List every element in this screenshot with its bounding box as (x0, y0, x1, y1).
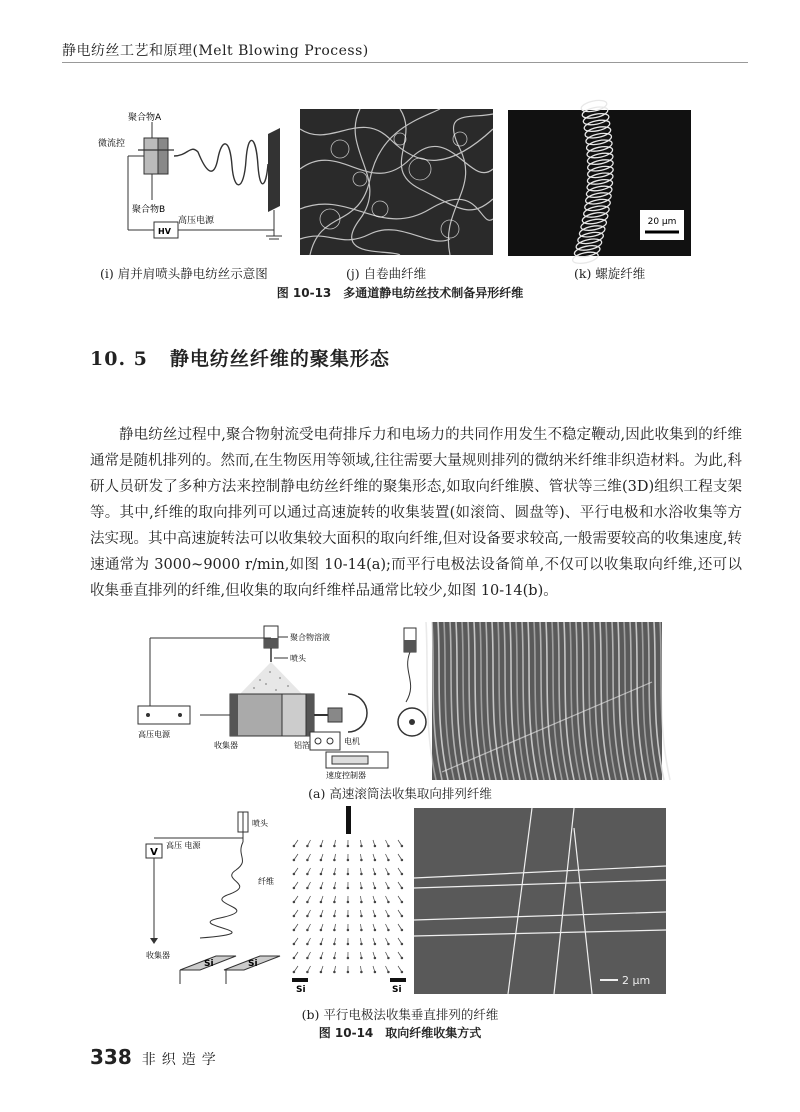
fig13-subcaption-i: (i) 肩并肩喷头静电纺丝示意图 (100, 266, 268, 281)
fig14b-crossed-fibers-image (414, 808, 666, 994)
fig14a-inset (392, 622, 430, 772)
fig13-schematic (98, 108, 288, 258)
label-collector-a: 收集器 (214, 741, 238, 750)
fig14b-schematic (140, 808, 290, 996)
fig14b-field-diagram (290, 806, 408, 996)
section-number: 10. 5 (90, 348, 148, 370)
label-polymer-a: 聚合物A (128, 113, 162, 123)
label-hv: HV (158, 227, 171, 236)
body-text (90, 422, 742, 604)
helix-scale-bar: 20 μm (647, 217, 677, 227)
fig13-helix-image (508, 110, 691, 256)
fig14b-subcaption: (b) 平行电极法收集垂直排列的纤维 (301, 1007, 499, 1022)
label-nozzle-a: 喷头 (290, 654, 306, 663)
label-fiber: 纤维 (258, 877, 274, 886)
fig14a-aligned-fibers-image (432, 622, 662, 780)
label-nozzle-b: 喷头 (252, 819, 268, 828)
fig13-subcaption-j: (j) 自卷曲纤维 (346, 266, 427, 281)
label-collector-b: 收集器 (146, 951, 170, 960)
book-title: 非织造学 (141, 1052, 222, 1068)
section-heading (90, 344, 390, 371)
paragraph: 静电纺丝过程中,聚合物射流受电荷排斥力和电场力的共同作用发生不稳定鞭动,因此收集到的纤维通常是随机排列的。然而,在生物医用等领域,往往需要大量规则排列的微纳米纤维非织造材料。为此,科研人员研发了多种方法来控制静电纺丝纤维的聚集形态,如取向纤维膜、管状等三维(3D)组织工程支架等。其中,纤维的取向排列可以通过高速旋转的收集装置(如滚筒、圆盘等)、平行电极和水浴收集等方法实现。其中高速旋转法可以收集较大面积的取向纤维,但对设备要求较高,一般需要较高的收集速度,转速通常为 3000~9000 r/min,如图 10-14(a);而平行电极法设备简单,不仅可以收集取向纤维,还可以收集垂直排列的纤维,但收集的取向纤维样品通常比较少,如图 10-14(b)。 (90, 427, 742, 599)
label-hv-supply-b: 高压 电源 (166, 841, 201, 850)
label-si-right-field: Si (392, 985, 402, 995)
label-speed-controller: 速度控制器 (326, 771, 366, 780)
running-head: 静电纺丝工艺和原理(Melt Blowing Process) (62, 43, 369, 59)
fig14-caption: 图 10-14 取向纤维收集方式 (318, 1026, 482, 1040)
page-footer (90, 1045, 222, 1069)
fig14a-subcaption: (a) 高速滚筒法收集取向排列纤维 (308, 786, 492, 801)
label-foil: 铝箔 (294, 741, 310, 750)
label-polymer-solution: 聚合物溶液 (290, 633, 330, 642)
fig13-subcaption-k: (k) 螺旋纤维 (574, 266, 646, 281)
label-v: V (150, 847, 158, 858)
page-number: 338 (90, 1045, 132, 1069)
fig14a-schematic (130, 622, 412, 780)
label-hv-supply-a: 高压电源 (138, 730, 170, 739)
crossed-fibers-scale-bar: 2 μm (622, 974, 651, 987)
label-microfluidic: 微流控 (98, 139, 126, 149)
fig13-caption: 图 10-13 多通道静电纺丝技术制备异形纤维 (276, 286, 524, 300)
label-si-left-field: Si (296, 985, 306, 995)
label-polymer-b: 聚合物B (132, 205, 166, 215)
label-hv-supply: 高压电源 (178, 216, 215, 226)
fig13-selfcrimp-image (300, 109, 493, 255)
label-si-right-schematic: Si (248, 959, 258, 969)
label-si-left-schematic: Si (204, 959, 214, 969)
section-title: 静电纺丝纤维的聚集形态 (169, 348, 390, 370)
header-rule (62, 62, 748, 63)
label-motor: 电机 (344, 737, 360, 746)
